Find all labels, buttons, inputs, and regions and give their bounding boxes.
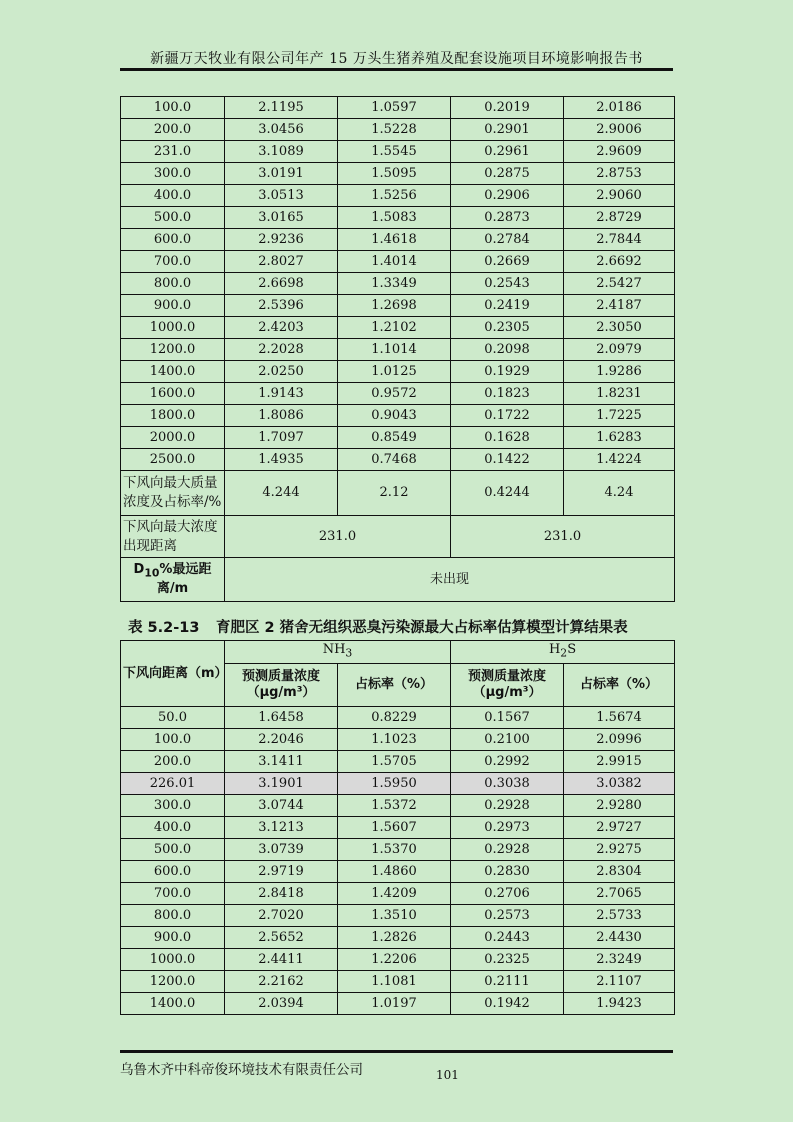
cell-h2s-ratio: 2.5733 bbox=[564, 905, 675, 927]
cell-h2s-ratio: 2.3050 bbox=[564, 317, 675, 339]
odor-estimate-table-body bbox=[121, 707, 675, 1015]
cell-nh3-ratio: 1.5545 bbox=[338, 141, 451, 163]
table-row bbox=[121, 729, 675, 751]
cell-h2s-conc: 0.1823 bbox=[451, 383, 564, 405]
cell-nh3-conc: 2.7020 bbox=[225, 905, 338, 927]
table-continued-body bbox=[121, 97, 675, 471]
cell-distance: 1600.0 bbox=[121, 383, 225, 405]
d10-value: 未出现 bbox=[225, 558, 675, 602]
cell-distance: 300.0 bbox=[121, 795, 225, 817]
cell-h2s-conc: 0.2961 bbox=[451, 141, 564, 163]
cell-h2s-ratio: 2.9727 bbox=[564, 817, 675, 839]
cell-nh3-conc: 2.5652 bbox=[225, 927, 338, 949]
header-h2s: $H_2S$ bbox=[451, 641, 675, 664]
max-nh3-ratio: 2.12 bbox=[338, 471, 451, 516]
table-row bbox=[121, 905, 675, 927]
cell-h2s-conc: 0.2100 bbox=[451, 729, 564, 751]
cell-distance: 1800.0 bbox=[121, 405, 225, 427]
cell-nh3-ratio: 1.4618 bbox=[338, 229, 451, 251]
page-number: 101 bbox=[436, 1068, 459, 1082]
table-row bbox=[121, 119, 675, 141]
header-nh3: $NH_3$ bbox=[225, 641, 451, 664]
cell-nh3-ratio: 1.4014 bbox=[338, 251, 451, 273]
cell-h2s-ratio: 1.6283 bbox=[564, 427, 675, 449]
cell-nh3-ratio: 1.2698 bbox=[338, 295, 451, 317]
cell-nh3-conc: 3.0739 bbox=[225, 839, 338, 861]
cell-distance: 300.0 bbox=[121, 163, 225, 185]
cell-h2s-ratio: 2.9060 bbox=[564, 185, 675, 207]
cell-distance: 200.0 bbox=[121, 119, 225, 141]
header-h2s-ratio: 占标率（%） bbox=[564, 664, 675, 707]
table-row bbox=[121, 839, 675, 861]
cell-h2s-ratio: 2.4187 bbox=[564, 295, 675, 317]
cell-h2s-conc: 0.2901 bbox=[451, 119, 564, 141]
cell-distance: 700.0 bbox=[121, 251, 225, 273]
cell-distance: 600.0 bbox=[121, 229, 225, 251]
footer-company: 乌鲁木齐中科帝俊环境技术有限责任公司 bbox=[120, 1062, 363, 1078]
cell-nh3-conc: 3.0191 bbox=[225, 163, 338, 185]
cell-distance: 1400.0 bbox=[121, 993, 225, 1015]
cell-nh3-ratio: 1.0597 bbox=[338, 97, 451, 119]
cell-nh3-ratio: 0.8549 bbox=[338, 427, 451, 449]
cell-nh3-conc: 2.0394 bbox=[225, 993, 338, 1015]
cell-distance: 1200.0 bbox=[121, 971, 225, 993]
max-distance-h2s: 231.0 bbox=[451, 516, 675, 558]
cell-nh3-ratio: 0.9572 bbox=[338, 383, 451, 405]
cell-h2s-conc: 0.2419 bbox=[451, 295, 564, 317]
cell-nh3-ratio: 1.5705 bbox=[338, 751, 451, 773]
cell-nh3-ratio: 1.4860 bbox=[338, 861, 451, 883]
table-continued-summary bbox=[121, 471, 675, 602]
cell-distance: 500.0 bbox=[121, 839, 225, 861]
cell-h2s-ratio: 1.7225 bbox=[564, 405, 675, 427]
cell-h2s-ratio: 2.8729 bbox=[564, 207, 675, 229]
cell-nh3-ratio: 1.2206 bbox=[338, 949, 451, 971]
table-row bbox=[121, 273, 675, 295]
max-concentration-label: 下风向最大质量浓度及占标率/% bbox=[121, 471, 225, 516]
cell-nh3-ratio: 1.2102 bbox=[338, 317, 451, 339]
header-nh3-conc: 预测质量浓度（μg/m³） bbox=[225, 664, 338, 707]
table-row bbox=[121, 861, 675, 883]
cell-h2s-conc: 0.3038 bbox=[451, 773, 564, 795]
cell-h2s-conc: 0.1422 bbox=[451, 449, 564, 471]
header-h2s-conc: 预测质量浓度（μg/m³） bbox=[451, 664, 564, 707]
cell-h2s-ratio: 2.1107 bbox=[564, 971, 675, 993]
cell-nh3-ratio: 0.9043 bbox=[338, 405, 451, 427]
cell-nh3-ratio: 0.8229 bbox=[338, 707, 451, 729]
cell-h2s-ratio: 2.9609 bbox=[564, 141, 675, 163]
cell-h2s-ratio: 1.4224 bbox=[564, 449, 675, 471]
cell-distance: 200.0 bbox=[121, 751, 225, 773]
cell-h2s-ratio: 2.8304 bbox=[564, 861, 675, 883]
cell-nh3-conc: 2.9236 bbox=[225, 229, 338, 251]
table-row bbox=[121, 251, 675, 273]
cell-distance: 1000.0 bbox=[121, 317, 225, 339]
cell-distance: 1200.0 bbox=[121, 339, 225, 361]
cell-nh3-conc: 3.0165 bbox=[225, 207, 338, 229]
cell-nh3-ratio: 1.1023 bbox=[338, 729, 451, 751]
cell-h2s-ratio: 2.9280 bbox=[564, 795, 675, 817]
cell-distance: 900.0 bbox=[121, 927, 225, 949]
cell-h2s-conc: 0.2305 bbox=[451, 317, 564, 339]
cell-nh3-ratio: 1.5256 bbox=[338, 185, 451, 207]
cell-nh3-ratio: 1.0197 bbox=[338, 993, 451, 1015]
cell-h2s-ratio: 2.9915 bbox=[564, 751, 675, 773]
cell-nh3-conc: 2.6698 bbox=[225, 273, 338, 295]
cell-h2s-ratio: 1.9286 bbox=[564, 361, 675, 383]
table-row bbox=[121, 817, 675, 839]
cell-h2s-conc: 0.2543 bbox=[451, 273, 564, 295]
cell-h2s-ratio: 2.8753 bbox=[564, 163, 675, 185]
cell-h2s-conc: 0.2573 bbox=[451, 905, 564, 927]
cell-nh3-ratio: 1.5607 bbox=[338, 817, 451, 839]
cell-nh3-conc: 2.0250 bbox=[225, 361, 338, 383]
header-rule bbox=[120, 68, 673, 71]
cell-distance: 400.0 bbox=[121, 185, 225, 207]
cell-distance: 1400.0 bbox=[121, 361, 225, 383]
cell-distance: 100.0 bbox=[121, 729, 225, 751]
cell-h2s-conc: 0.2706 bbox=[451, 883, 564, 905]
cell-distance: 2000.0 bbox=[121, 427, 225, 449]
max-h2s-ratio: 4.24 bbox=[564, 471, 675, 516]
d10-label: $D_{10}\%$最远距离/m bbox=[121, 558, 225, 602]
cell-nh3-ratio: 1.1014 bbox=[338, 339, 451, 361]
cell-h2s-conc: 0.1929 bbox=[451, 361, 564, 383]
max-distance-label: 下风向最大浓度出现距离 bbox=[121, 516, 225, 558]
cell-distance: 800.0 bbox=[121, 273, 225, 295]
cell-h2s-conc: 0.2973 bbox=[451, 817, 564, 839]
cell-distance: 900.0 bbox=[121, 295, 225, 317]
max-distance-row bbox=[121, 516, 675, 558]
cell-h2s-conc: 0.2928 bbox=[451, 795, 564, 817]
cell-nh3-ratio: 1.1081 bbox=[338, 971, 451, 993]
cell-nh3-conc: 2.1195 bbox=[225, 97, 338, 119]
table-row bbox=[121, 773, 675, 795]
cell-h2s-conc: 0.2784 bbox=[451, 229, 564, 251]
cell-nh3-conc: 1.7097 bbox=[225, 427, 338, 449]
cell-nh3-conc: 2.8027 bbox=[225, 251, 338, 273]
table-row bbox=[121, 361, 675, 383]
cell-h2s-conc: 0.2669 bbox=[451, 251, 564, 273]
table-row bbox=[121, 993, 675, 1015]
cell-h2s-ratio: 2.0186 bbox=[564, 97, 675, 119]
cell-h2s-ratio: 1.5674 bbox=[564, 707, 675, 729]
cell-nh3-conc: 2.2162 bbox=[225, 971, 338, 993]
cell-distance: 50.0 bbox=[121, 707, 225, 729]
cell-distance: 226.01 bbox=[121, 773, 225, 795]
cell-distance: 800.0 bbox=[121, 905, 225, 927]
cell-h2s-conc: 0.2019 bbox=[451, 97, 564, 119]
table-continued bbox=[120, 96, 675, 602]
cell-nh3-conc: 3.1213 bbox=[225, 817, 338, 839]
table-row bbox=[121, 927, 675, 949]
cell-nh3-ratio: 1.4209 bbox=[338, 883, 451, 905]
table-row bbox=[121, 339, 675, 361]
cell-h2s-ratio: 2.6692 bbox=[564, 251, 675, 273]
max-nh3-conc: 4.244 bbox=[225, 471, 338, 516]
cell-nh3-conc: 1.6458 bbox=[225, 707, 338, 729]
table-caption-number: 表 5.2-13 bbox=[128, 620, 200, 636]
footer-rule bbox=[120, 1050, 673, 1053]
cell-h2s-conc: 0.2098 bbox=[451, 339, 564, 361]
cell-nh3-conc: 2.4411 bbox=[225, 949, 338, 971]
cell-nh3-ratio: 1.5370 bbox=[338, 839, 451, 861]
table-row bbox=[121, 751, 675, 773]
cell-h2s-conc: 0.1722 bbox=[451, 405, 564, 427]
table-row bbox=[121, 185, 675, 207]
table-row bbox=[121, 207, 675, 229]
header-distance: 下风向距离（m） bbox=[121, 641, 225, 707]
d10-row bbox=[121, 558, 675, 602]
cell-h2s-ratio: 3.0382 bbox=[564, 773, 675, 795]
cell-h2s-conc: 0.2873 bbox=[451, 207, 564, 229]
cell-h2s-conc: 0.2906 bbox=[451, 185, 564, 207]
max-h2s-conc: 0.4244 bbox=[451, 471, 564, 516]
cell-nh3-conc: 2.4203 bbox=[225, 317, 338, 339]
cell-h2s-ratio: 2.7065 bbox=[564, 883, 675, 905]
cell-distance: 500.0 bbox=[121, 207, 225, 229]
table-row bbox=[121, 383, 675, 405]
table-row bbox=[121, 707, 675, 729]
cell-nh3-conc: 2.2028 bbox=[225, 339, 338, 361]
cell-h2s-ratio: 2.9275 bbox=[564, 839, 675, 861]
cell-h2s-conc: 0.1942 bbox=[451, 993, 564, 1015]
table-row bbox=[121, 317, 675, 339]
cell-nh3-conc: 3.0744 bbox=[225, 795, 338, 817]
table-caption-text: 育肥区 2 猪舍无组织恶臭污染源最大占标率估算模型计算结果表 bbox=[216, 620, 628, 636]
table-row bbox=[121, 427, 675, 449]
table-row bbox=[121, 295, 675, 317]
cell-h2s-conc: 0.2830 bbox=[451, 861, 564, 883]
cell-distance: 231.0 bbox=[121, 141, 225, 163]
max-distance-nh3: 231.0 bbox=[225, 516, 451, 558]
table-header-row-1 bbox=[121, 641, 675, 664]
table-row bbox=[121, 405, 675, 427]
cell-nh3-ratio: 1.2826 bbox=[338, 927, 451, 949]
page-header-title: 新疆万天牧业有限公司年产 15 万头生猪养殖及配套设施项目环境影响报告书 bbox=[150, 51, 643, 67]
odor-estimate-table bbox=[120, 640, 675, 1015]
cell-h2s-ratio: 2.0996 bbox=[564, 729, 675, 751]
table-row bbox=[121, 97, 675, 119]
cell-distance: 100.0 bbox=[121, 97, 225, 119]
table-row bbox=[121, 795, 675, 817]
cell-distance: 700.0 bbox=[121, 883, 225, 905]
cell-h2s-ratio: 2.7844 bbox=[564, 229, 675, 251]
cell-h2s-ratio: 1.9423 bbox=[564, 993, 675, 1015]
cell-distance: 2500.0 bbox=[121, 449, 225, 471]
cell-nh3-conc: 3.0513 bbox=[225, 185, 338, 207]
cell-nh3-conc: 2.8418 bbox=[225, 883, 338, 905]
table-row bbox=[121, 971, 675, 993]
cell-h2s-conc: 0.2443 bbox=[451, 927, 564, 949]
cell-h2s-ratio: 2.5427 bbox=[564, 273, 675, 295]
cell-h2s-ratio: 2.0979 bbox=[564, 339, 675, 361]
cell-nh3-conc: 1.9143 bbox=[225, 383, 338, 405]
cell-nh3-conc: 1.8086 bbox=[225, 405, 338, 427]
cell-nh3-conc: 2.5396 bbox=[225, 295, 338, 317]
cell-nh3-conc: 2.9719 bbox=[225, 861, 338, 883]
cell-distance: 400.0 bbox=[121, 817, 225, 839]
cell-h2s-conc: 0.1567 bbox=[451, 707, 564, 729]
cell-h2s-ratio: 2.9006 bbox=[564, 119, 675, 141]
cell-nh3-conc: 3.1901 bbox=[225, 773, 338, 795]
table-row bbox=[121, 449, 675, 471]
cell-nh3-ratio: 1.3349 bbox=[338, 273, 451, 295]
table-row bbox=[121, 949, 675, 971]
cell-nh3-ratio: 1.5083 bbox=[338, 207, 451, 229]
cell-nh3-conc: 1.4935 bbox=[225, 449, 338, 471]
cell-h2s-conc: 0.2875 bbox=[451, 163, 564, 185]
cell-h2s-ratio: 2.3249 bbox=[564, 949, 675, 971]
cell-nh3-ratio: 1.5372 bbox=[338, 795, 451, 817]
cell-nh3-ratio: 1.5095 bbox=[338, 163, 451, 185]
table-row bbox=[121, 229, 675, 251]
cell-nh3-conc: 3.1411 bbox=[225, 751, 338, 773]
cell-h2s-conc: 0.1628 bbox=[451, 427, 564, 449]
table-caption bbox=[120, 616, 674, 637]
cell-nh3-ratio: 0.7468 bbox=[338, 449, 451, 471]
table-row bbox=[121, 883, 675, 905]
cell-nh3-ratio: 1.0125 bbox=[338, 361, 451, 383]
cell-nh3-conc: 3.1089 bbox=[225, 141, 338, 163]
cell-h2s-ratio: 1.8231 bbox=[564, 383, 675, 405]
table-row bbox=[121, 163, 675, 185]
cell-nh3-conc: 2.2046 bbox=[225, 729, 338, 751]
table-row bbox=[121, 141, 675, 163]
cell-h2s-conc: 0.2992 bbox=[451, 751, 564, 773]
cell-h2s-ratio: 2.4430 bbox=[564, 927, 675, 949]
cell-h2s-conc: 0.2325 bbox=[451, 949, 564, 971]
max-concentration-row bbox=[121, 471, 675, 516]
cell-nh3-ratio: 1.5228 bbox=[338, 119, 451, 141]
cell-nh3-ratio: 1.5950 bbox=[338, 773, 451, 795]
header-nh3-ratio: 占标率（%） bbox=[338, 664, 451, 707]
cell-nh3-ratio: 1.3510 bbox=[338, 905, 451, 927]
cell-distance: 1000.0 bbox=[121, 949, 225, 971]
cell-distance: 600.0 bbox=[121, 861, 225, 883]
cell-nh3-conc: 3.0456 bbox=[225, 119, 338, 141]
cell-h2s-conc: 0.2928 bbox=[451, 839, 564, 861]
cell-h2s-conc: 0.2111 bbox=[451, 971, 564, 993]
